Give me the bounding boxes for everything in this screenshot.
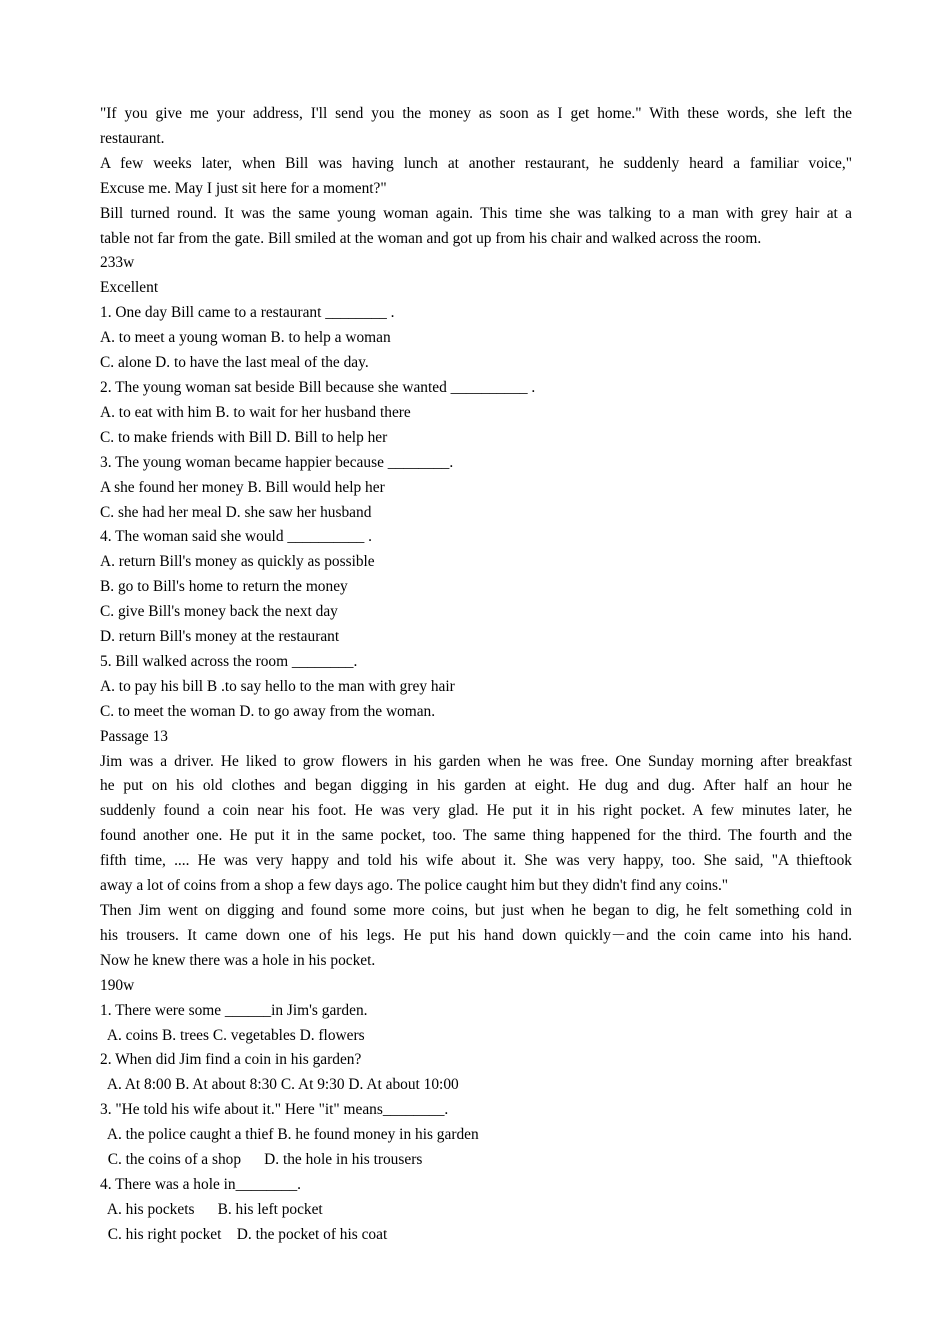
option-line: B. go to Bill's home to return the money <box>100 578 348 596</box>
option-line: A. his pockets B. his left pocket <box>100 1200 323 1218</box>
question-line: 1. There were some ______in Jim's garden. <box>100 1001 368 1019</box>
text-line: away a lot of coins from a shop a few days ago. The police caught him but they didn't find any coins." <box>100 877 729 895</box>
text-line: found another one. He put it in the same pocket, too. The same thing happened for the third. The fourth and the <box>100 827 852 845</box>
option-line: A. to meet a young woman B. to help a woman <box>100 329 391 347</box>
passage-12-questions <box>100 301 852 724</box>
text-line: fifth time, .... He was very happy and told his wife about it. She was very happy, too. She said, "A thieftook <box>100 852 852 870</box>
option-line: A. to pay his bill B .to say hello to the man with grey hair <box>100 677 455 695</box>
word-count: 233w <box>100 254 135 272</box>
option-line: C. alone D. to have the last meal of the day. <box>100 354 369 372</box>
option-line: A she found her money B. Bill would help her <box>100 478 385 496</box>
text-line: he put on his old clothes and began digging in his garden at eight. He dug and dug. After half an hour he <box>100 777 852 795</box>
text-line: restaurant. <box>100 129 165 147</box>
option-line: A. At 8:00 B. At about 8:30 C. At 9:30 D. At about 10:00 <box>100 1076 459 1094</box>
option-line: A. return Bill's money as quickly as possible <box>100 553 375 571</box>
text-line: table not far from the gate. Bill smiled at the woman and got up from his chair and walked across the room. <box>100 229 762 247</box>
option-line: C. she had her meal D. she saw her husband <box>100 503 372 521</box>
passage-12-text <box>100 102 852 301</box>
passage-heading: Passage 13 <box>100 727 168 745</box>
document-page <box>100 102 852 1248</box>
question-line: 2. When did Jim find a coin in his garden? <box>100 1051 362 1069</box>
text-line: suddenly found a coin near his foot. He was very glad. He put it in his right pocket. A few minutes later, he <box>100 802 852 820</box>
question-line: 5. Bill walked across the room ________. <box>100 652 358 670</box>
option-line: C. the coins of a shop D. the hole in his trousers <box>100 1151 423 1169</box>
text-line: Bill turned round. It was the same young woman again. This time she was talking to a man with grey hair at a <box>100 204 852 222</box>
text-line: "If you give me your address, I'll send you the money as soon as I get home." With these words, she left the <box>100 105 852 122</box>
word-count: 190w <box>100 976 135 994</box>
option-line: A. to eat with him B. to wait for her husband there <box>100 403 411 421</box>
text-line: Jim was a driver. He liked to grow flowers in his garden when he was free. One Sunday morning after breakfast <box>100 752 852 770</box>
question-line: 3. "He told his wife about it." Here "it" means________. <box>100 1101 449 1119</box>
text-line: his trousers. It came down one of his legs. He put his hand down quickly－and the coin came into his hand. <box>100 926 852 944</box>
text-line: Excuse me. May I just sit here for a moment?" <box>100 179 387 197</box>
option-line: A. the police caught a thief B. he found money in his garden <box>100 1126 479 1144</box>
option-line: C. give Bill's money back the next day <box>100 603 338 621</box>
question-line: 3. The young woman became happier because ________. <box>100 453 454 471</box>
passage-13 <box>100 725 852 999</box>
option-line: A. coins B. trees C. vegetables D. flowers <box>100 1026 365 1044</box>
option-line: D. return Bill's money at the restaurant <box>100 628 340 646</box>
question-line: 4. There was a hole in________. <box>100 1175 302 1193</box>
option-line: C. to make friends with Bill D. Bill to help her <box>100 428 388 446</box>
rating-label: Excellent <box>100 279 159 297</box>
question-line: 2. The young woman sat beside Bill because she wanted __________ . <box>100 378 536 396</box>
passage-13-questions <box>100 999 852 1248</box>
option-line: C. to meet the woman D. to go away from the woman. <box>100 702 436 720</box>
question-line: 1. One day Bill came to a restaurant ________ . <box>100 304 395 322</box>
text-line: Then Jim went on digging and found some more coins, but just when he began to dig, he felt something cold in <box>100 902 852 919</box>
text-line: Now he knew there was a hole in his pocket. <box>100 951 376 969</box>
question-line: 4. The woman said she would __________ . <box>100 528 373 546</box>
text-line: A few weeks later, when Bill was having lunch at another restaurant, he suddenly heard a familiar voice," <box>100 154 852 172</box>
option-line: C. his right pocket D. the pocket of his coat <box>100 1225 388 1243</box>
